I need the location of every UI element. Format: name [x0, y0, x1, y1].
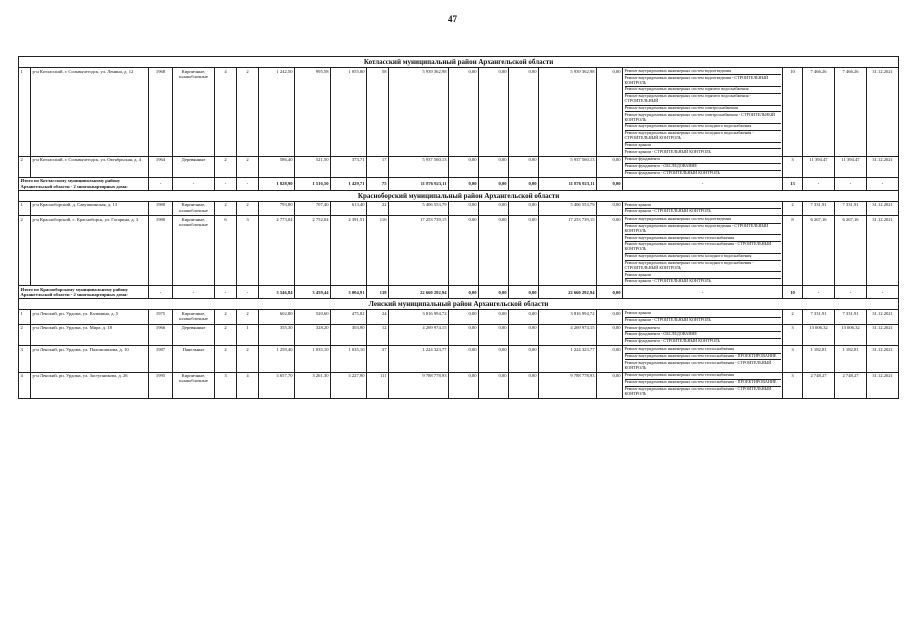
cell-cost-total: 5 937 560,13 — [389, 156, 449, 177]
cell-area-res: 3 227,90 — [331, 372, 367, 398]
cell-fund-other: 0,00 — [597, 156, 623, 177]
cell-area-living: 520,60 — [295, 310, 331, 325]
work-item: Ремонт внутридомовых инженерных систем водоотведения — [625, 217, 781, 224]
cell-residents: 58 — [367, 68, 389, 157]
cell-fund-loc: 0,00 — [509, 68, 539, 157]
work-item: Ремонт внутридомовых инженерных систем теплоснабжения - ПРОЕКТИРОВАНИЕ — [625, 354, 781, 361]
table-row — [19, 156, 899, 177]
total-dash: - — [237, 177, 259, 190]
cell-cost-limit: 11 394,47 — [835, 156, 867, 177]
total-dash: - — [237, 286, 259, 299]
table-row — [19, 372, 899, 398]
cell-work-count: 3 — [783, 156, 803, 177]
cell-area-res: 303,90 — [331, 324, 367, 345]
work-item: Ремонт внутридомовых инженерных систем теплоснабжения - СТРОИТЕЛЬНЫЙ КОНТРОЛЬ — [624, 359, 772, 370]
total-residents: 75 — [367, 177, 389, 190]
cell-cost-per-m2: 7 466,26 — [803, 68, 835, 157]
cell-deadline: 31.12.2021 — [867, 156, 899, 177]
cell-year: 1995 — [149, 372, 173, 398]
cell-area-total: 793,80 — [259, 201, 295, 216]
section-title: Красноборский муниципальный район Архангельской области — [19, 190, 899, 201]
cell-entrances: 2 — [237, 346, 259, 372]
total-row — [19, 286, 899, 299]
cell-year: 1964 — [149, 156, 173, 177]
total-fund-reg: 0,00 — [479, 286, 509, 299]
cell-no: 2 — [19, 156, 31, 177]
total-dash: - — [835, 177, 867, 190]
total-area-living: 3 459,44 — [295, 286, 331, 299]
register-body — [19, 57, 899, 399]
work-item: Ремонт внутридомовых инженерных систем теплоснабжения - СТРОИТЕЛЬНЫЙ КОНТРОЛЬ — [625, 242, 781, 254]
work-item: Ремонт крыши - СТРОИТЕЛЬНЫЙ КОНТРОЛЬ — [624, 148, 711, 154]
cell-floors: 6 — [215, 216, 237, 286]
total-cost-total: 22 660 292,94 — [389, 286, 449, 299]
cell-area-living: 521,50 — [295, 156, 331, 177]
total-dash: - — [803, 286, 835, 299]
total-dash: - — [215, 177, 237, 190]
cell-cost-total: 17 253 739,15 — [389, 216, 449, 286]
cell-area-living: 1 035,10 — [295, 346, 331, 372]
cell-fund-loc: 0,00 — [509, 324, 539, 345]
section-header-row — [19, 190, 899, 201]
cell-residents: 116 — [367, 216, 389, 286]
cell-no: 2 — [19, 324, 31, 345]
section-header-row — [19, 57, 899, 68]
cell-cost-per-m2: 7 331,91 — [803, 201, 835, 216]
work-item: Ремонт внутридомовых инженерных систем теплоснабжения — [625, 235, 781, 242]
cell-fund-loc: 0,00 — [509, 216, 539, 286]
cell-wall: Кирпичные, шлакоблочные — [173, 68, 215, 157]
total-dash: - — [867, 177, 899, 190]
cell-no: 4 — [19, 372, 31, 398]
total-dash: - — [623, 286, 783, 299]
cell-no: 1 — [19, 201, 31, 216]
total-label: Итого по Котласскому муниципальному району Архангельской области - 2 многоквартирных дома: — [19, 177, 149, 190]
work-item: Ремонт крыши - СТРОИТЕЛЬНЫЙ КОНТРОЛЬ — [624, 316, 711, 322]
cell-area-total: 3 657,70 — [259, 372, 295, 398]
section-header-row — [19, 299, 899, 310]
total-dash: - — [803, 177, 835, 190]
cell-floors: 4 — [215, 68, 237, 157]
total-cost-total: 11 876 923,11 — [389, 177, 449, 190]
cell-entrances: 3 — [237, 216, 259, 286]
table-row — [19, 216, 899, 286]
cell-deadline: 31.12.2021 — [867, 216, 899, 286]
work-item: Ремонт внутридомовых инженерных систем холодного водоснабжения - СТРОИТЕЛЬНЫЙ КОНТРОЛЬ — [625, 261, 781, 273]
cell-work-count: 2 — [783, 201, 803, 216]
cell-address: р-н Красноборский, д. Савушкинская, д. 13 — [31, 201, 149, 216]
total-work-count: 10 — [783, 286, 803, 299]
cell-fund-fed: 0,00 — [449, 201, 479, 216]
cell-cost-per-m2: 1 182,81 — [803, 346, 835, 372]
cell-entrances: 2 — [237, 201, 259, 216]
cell-work-count: 10 — [783, 68, 803, 157]
cell-works — [623, 201, 783, 216]
total-dash: - — [149, 177, 173, 190]
cell-wall: Кирпичные, шлакоблочные — [173, 216, 215, 286]
cell-fund-reg: 0,00 — [479, 156, 509, 177]
cell-year: 1980 — [149, 201, 173, 216]
cell-cost-limit: 2 748,27 — [835, 372, 867, 398]
work-item: Ремонт внутридомовых инженерных систем холодного водоснабжения - СТРОИТЕЛЬНЫЙ КОНТРОЛЬ — [625, 131, 781, 143]
cell-cost-limit: 1 182,81 — [835, 346, 867, 372]
cell-area-total: 1 242,50 — [259, 68, 295, 157]
total-fund-loc: 0,00 — [509, 177, 539, 190]
cell-fund-own: 17 253 739,15 — [539, 216, 597, 286]
work-item: Ремонт внутридомовых инженерных систем холодного водоснабжения — [625, 254, 781, 261]
total-area-total: 3 546,84 — [259, 286, 295, 299]
total-dash: - — [835, 286, 867, 299]
section-title: Ленский муниципальный район Архангельской области — [19, 299, 899, 310]
total-dash: - — [149, 286, 173, 299]
cell-fund-fed: 0,00 — [449, 156, 479, 177]
cell-deadline: 31.12.2021 — [867, 201, 899, 216]
cell-work-count: 3 — [783, 324, 803, 345]
cell-fund-reg: 0,00 — [479, 68, 509, 157]
cell-work-count: 8 — [783, 216, 803, 286]
cell-work-count: 3 — [783, 346, 803, 372]
cell-area-res: 1 055,80 — [331, 68, 367, 157]
cell-area-res: 373,71 — [331, 156, 367, 177]
cell-fund-own: 4 269 974,15 — [539, 324, 597, 345]
work-item: Ремонт крыши — [625, 311, 781, 318]
cell-fund-other: 0,00 — [597, 346, 623, 372]
register-sheet — [18, 56, 893, 399]
cell-fund-own: 3 816 994,72 — [539, 310, 597, 325]
cell-fund-fed: 0,00 — [449, 216, 479, 286]
work-item: Ремонт крыши — [625, 272, 781, 279]
cell-cost-total: 9 788 778,93 — [389, 372, 449, 398]
cell-wall: Кирпичные, шлакоблочные — [173, 372, 215, 398]
cell-cost-total: 3 816 994,72 — [389, 310, 449, 325]
cell-cost-limit: 7 466,26 — [835, 68, 867, 157]
cell-residents: 22 — [367, 201, 389, 216]
work-item: Ремонт фундамента - ОБСЛЕДОВАНИЕ — [625, 164, 781, 171]
cell-area-res: 2 391,51 — [331, 216, 367, 286]
cell-area-living: 707,40 — [295, 201, 331, 216]
total-dash: - — [173, 286, 215, 299]
cell-floors: 2 — [215, 310, 237, 325]
work-item: Ремонт крыши - СТРОИТЕЛЬНЫЙ КОНТРОЛЬ — [624, 278, 711, 284]
cell-address: р-н Ленский, рп. Урдома, ул. Паломошнова, д. 10 — [31, 346, 149, 372]
cell-fund-other: 0,00 — [597, 216, 623, 286]
cell-deadline: 31.12.2021 — [867, 310, 899, 325]
cell-fund-loc: 0,00 — [509, 156, 539, 177]
work-item: Ремонт внутридомовых инженерных систем теплоснабжения - СТРОИТЕЛЬНЫЙ КОНТРОЛЬ — [624, 385, 772, 396]
cell-fund-reg: 0,00 — [479, 372, 509, 398]
cell-area-res: 1 035,10 — [331, 346, 367, 372]
cell-fund-own: 5 939 362,98 — [539, 68, 597, 157]
total-dash: - — [623, 177, 783, 190]
cell-fund-fed: 0,00 — [449, 324, 479, 345]
cell-fund-other: 0,00 — [597, 324, 623, 345]
cell-address: р-н Ленский, рп. Урдома, ул. Мира, д. 18 — [31, 324, 149, 345]
cell-area-living: 3 261,30 — [295, 372, 331, 398]
table-row — [19, 201, 899, 216]
work-item: Ремонт внутридомовых инженерных систем горячего водоснабжения - СТРОИТЕЛЬНЫЙ — [625, 94, 781, 106]
total-fund-own: 11 876 923,11 — [539, 177, 597, 190]
cell-works — [623, 156, 783, 177]
cell-fund-fed: 0,00 — [449, 310, 479, 325]
cell-works — [623, 68, 783, 157]
total-fund-reg: 0,00 — [479, 177, 509, 190]
cell-fund-fed: 0,00 — [449, 372, 479, 398]
cell-area-living: 995,58 — [295, 68, 331, 157]
cell-floors: 2 — [215, 201, 237, 216]
cell-cost-total: 1 224 323,77 — [389, 346, 449, 372]
cell-floors: 2 — [215, 346, 237, 372]
cell-wall: Кирпичные, шлакоблочные — [173, 310, 215, 325]
work-item: Ремонт внутридомовых инженерных систем теплоснабжения — [625, 347, 781, 354]
cell-deadline: 31.12.2021 — [867, 372, 899, 398]
cell-area-living: 2 752,04 — [295, 216, 331, 286]
cell-wall: Деревянные — [173, 324, 215, 345]
cell-area-total: 355,30 — [259, 324, 295, 345]
cell-year: 1987 — [149, 346, 173, 372]
cell-cost-limit: 7 331,91 — [835, 201, 867, 216]
cell-area-res: 613,40 — [331, 201, 367, 216]
work-item: Ремонт внутридомовых инженерных систем водоотведения - СТРОИТЕЛЬНЫЙ КОНТРОЛЬ — [625, 224, 781, 236]
cell-residents: 17 — [367, 156, 389, 177]
register-table — [18, 56, 899, 399]
cell-cost-total: 4 269 974,15 — [389, 324, 449, 345]
cell-fund-own: 5 406 553,79 — [539, 201, 597, 216]
section-title: Котласский муниципальный район Архангельской области — [19, 57, 899, 68]
page-number: 47 — [448, 14, 457, 24]
table-row — [19, 324, 899, 345]
cell-fund-loc: 0,00 — [509, 310, 539, 325]
table-row — [19, 68, 899, 157]
work-item: Ремонт фундамента — [625, 325, 781, 332]
total-row — [19, 177, 899, 190]
cell-works — [623, 216, 783, 286]
cell-no: 1 — [19, 68, 31, 157]
cell-address: р-н Ленский, рп. Урдома, ул. Калинина, д. 5 — [31, 310, 149, 325]
cell-fund-fed: 0,00 — [449, 68, 479, 157]
work-item: Ремонт крыши — [625, 143, 781, 150]
cell-fund-loc: 0,00 — [509, 346, 539, 372]
cell-fund-other: 0,00 — [597, 201, 623, 216]
cell-cost-per-m2: 13 006,32 — [803, 324, 835, 345]
cell-works — [623, 324, 783, 345]
cell-fund-reg: 0,00 — [479, 201, 509, 216]
cell-cost-per-m2: 7 331,91 — [803, 310, 835, 325]
work-item: Ремонт фундамента — [625, 157, 781, 164]
cell-floors: 2 — [215, 156, 237, 177]
cell-entrances: 2 — [237, 310, 259, 325]
total-area-res: 1 429,71 — [331, 177, 367, 190]
cell-area-total: 1 259,40 — [259, 346, 295, 372]
cell-fund-loc: 0,00 — [509, 372, 539, 398]
cell-address: р-н Красноборский, с. Красноборск, ул. Гагарина, д. 3 — [31, 216, 149, 286]
cell-cost-total: 5 939 362,98 — [389, 68, 449, 157]
cell-cost-per-m2: 11 394,47 — [803, 156, 835, 177]
table-row — [19, 346, 899, 372]
cell-fund-other: 0,00 — [597, 372, 623, 398]
work-item: Ремонт внутридомовых инженерных систем электроснабжения — [625, 106, 781, 113]
cell-fund-other: 0,00 — [597, 310, 623, 325]
cell-work-count: 3 — [783, 372, 803, 398]
total-work-count: 13 — [783, 177, 803, 190]
cell-entrances: 4 — [237, 372, 259, 398]
total-area-total: 1 828,90 — [259, 177, 295, 190]
cell-residents: 111 — [367, 372, 389, 398]
cell-fund-reg: 0,00 — [479, 310, 509, 325]
cell-works — [623, 346, 783, 372]
cell-fund-reg: 0,00 — [479, 346, 509, 372]
work-item: Ремонт внутридомовых инженерных систем электроснабжения - СТРОИТЕЛЬНЫЙ КОНТРОЛЬ — [625, 112, 781, 124]
cell-wall: Панельные — [173, 346, 215, 372]
work-item: Ремонт внутридомовых инженерных систем горячего водоснабжения — [625, 87, 781, 94]
cell-no: 1 — [19, 310, 31, 325]
cell-address: р-н Котласский, г. Сольвычегодск, ул. Ленина, д. 12 — [31, 68, 149, 157]
cell-cost-limit: 13 006,32 — [835, 324, 867, 345]
cell-cost-limit: 7 331,91 — [835, 310, 867, 325]
total-fund-other: 0,00 — [597, 177, 623, 190]
cell-no: 2 — [19, 216, 31, 286]
total-fund-own: 22 660 292,94 — [539, 286, 597, 299]
cell-deadline: 31.12.2021 — [867, 346, 899, 372]
cell-area-living: 328,20 — [295, 324, 331, 345]
cell-entrances: 2 — [237, 156, 259, 177]
cell-year: 1966 — [149, 324, 173, 345]
cell-fund-loc: 0,00 — [509, 201, 539, 216]
work-item: Ремонт крыши — [625, 202, 781, 209]
work-item: Ремонт фундамента - ОБСЛЕДОВАНИЕ — [625, 332, 781, 339]
work-item: Ремонт внутридомовых инженерных систем водоотведения — [625, 69, 781, 76]
cell-works — [623, 372, 783, 398]
cell-fund-own: 5 937 560,13 — [539, 156, 597, 177]
work-item: Ремонт внутридомовых инженерных систем холодного водоснабжения — [625, 124, 781, 131]
work-item: Ремонт внутридомовых инженерных систем теплоснабжения — [625, 373, 781, 380]
cell-area-res: 475,82 — [331, 310, 367, 325]
cell-area-total: 602,80 — [259, 310, 295, 325]
cell-cost-limit: 6 267,16 — [835, 216, 867, 286]
total-residents: 138 — [367, 286, 389, 299]
work-item: Ремонт фундамента - СТРОИТЕЛЬНЫЙ КОНТРОЛЬ — [624, 169, 720, 175]
cell-area-total: 2 773,04 — [259, 216, 295, 286]
total-fund-loc: 0,00 — [509, 286, 539, 299]
cell-fund-own: 9 788 778,93 — [539, 372, 597, 398]
cell-fund-other: 0,00 — [597, 68, 623, 157]
cell-cost-per-m2: 6 267,16 — [803, 216, 835, 286]
cell-fund-fed: 0,00 — [449, 346, 479, 372]
cell-no: 3 — [19, 346, 31, 372]
cell-entrances: 1 — [237, 324, 259, 345]
cell-floors: 3 — [215, 372, 237, 398]
cell-residents: 12 — [367, 324, 389, 345]
table-row — [19, 310, 899, 325]
total-dash: - — [867, 286, 899, 299]
cell-cost-total: 5 406 553,79 — [389, 201, 449, 216]
total-fund-fed: 0,00 — [449, 286, 479, 299]
cell-fund-reg: 0,00 — [479, 324, 509, 345]
work-item: Ремонт крыши - СТРОИТЕЛЬНЫЙ КОНТРОЛЬ — [624, 208, 711, 214]
cell-year: 1968 — [149, 68, 173, 157]
total-fund-fed: 0,00 — [449, 177, 479, 190]
total-label: Итого по Красноборскому муниципальному району Архангельской области - 2 многоквартирных дома: — [19, 286, 149, 299]
cell-works — [623, 310, 783, 325]
cell-floors: 2 — [215, 324, 237, 345]
cell-residents: 37 — [367, 346, 389, 372]
cell-year: 1980 — [149, 216, 173, 286]
cell-cost-per-m2: 2 748,27 — [803, 372, 835, 398]
cell-deadline: 31.12.2021 — [867, 68, 899, 157]
cell-wall: Деревянные — [173, 156, 215, 177]
cell-work-count: 2 — [783, 310, 803, 325]
total-dash: - — [215, 286, 237, 299]
cell-deadline: 31.12.2021 — [867, 324, 899, 345]
cell-fund-reg: 0,00 — [479, 216, 509, 286]
cell-residents: 24 — [367, 310, 389, 325]
cell-year: 1975 — [149, 310, 173, 325]
total-dash: - — [173, 177, 215, 190]
cell-address: р-н Котласский, г. Сольвычегодск, ул. Октябрьская, д. 4 — [31, 156, 149, 177]
total-fund-other: 0,00 — [597, 286, 623, 299]
total-area-living: 1 516,50 — [295, 177, 331, 190]
cell-area-total: 586,40 — [259, 156, 295, 177]
cell-entrances: 2 — [237, 68, 259, 157]
cell-wall: Кирпичные, шлакоблочные — [173, 201, 215, 216]
work-item: Ремонт внутридомовых инженерных систем теплоснабжения - ПРОЕКТИРОВАНИЕ — [625, 380, 781, 387]
total-area-res: 3 004,91 — [331, 286, 367, 299]
cell-address: р-н Ленский, рп. Урдома, ул. Заступникова, д. 26 — [31, 372, 149, 398]
work-item: Ремонт внутридомовых инженерных систем водоотведения - СТРОИТЕЛЬНЫЙ КОНТРОЛЬ — [625, 75, 781, 87]
work-item: Ремонт фундамента - СТРОИТЕЛЬНЫЙ КОНТРОЛЬ — [624, 338, 720, 344]
cell-fund-own: 1 224 323,77 — [539, 346, 597, 372]
